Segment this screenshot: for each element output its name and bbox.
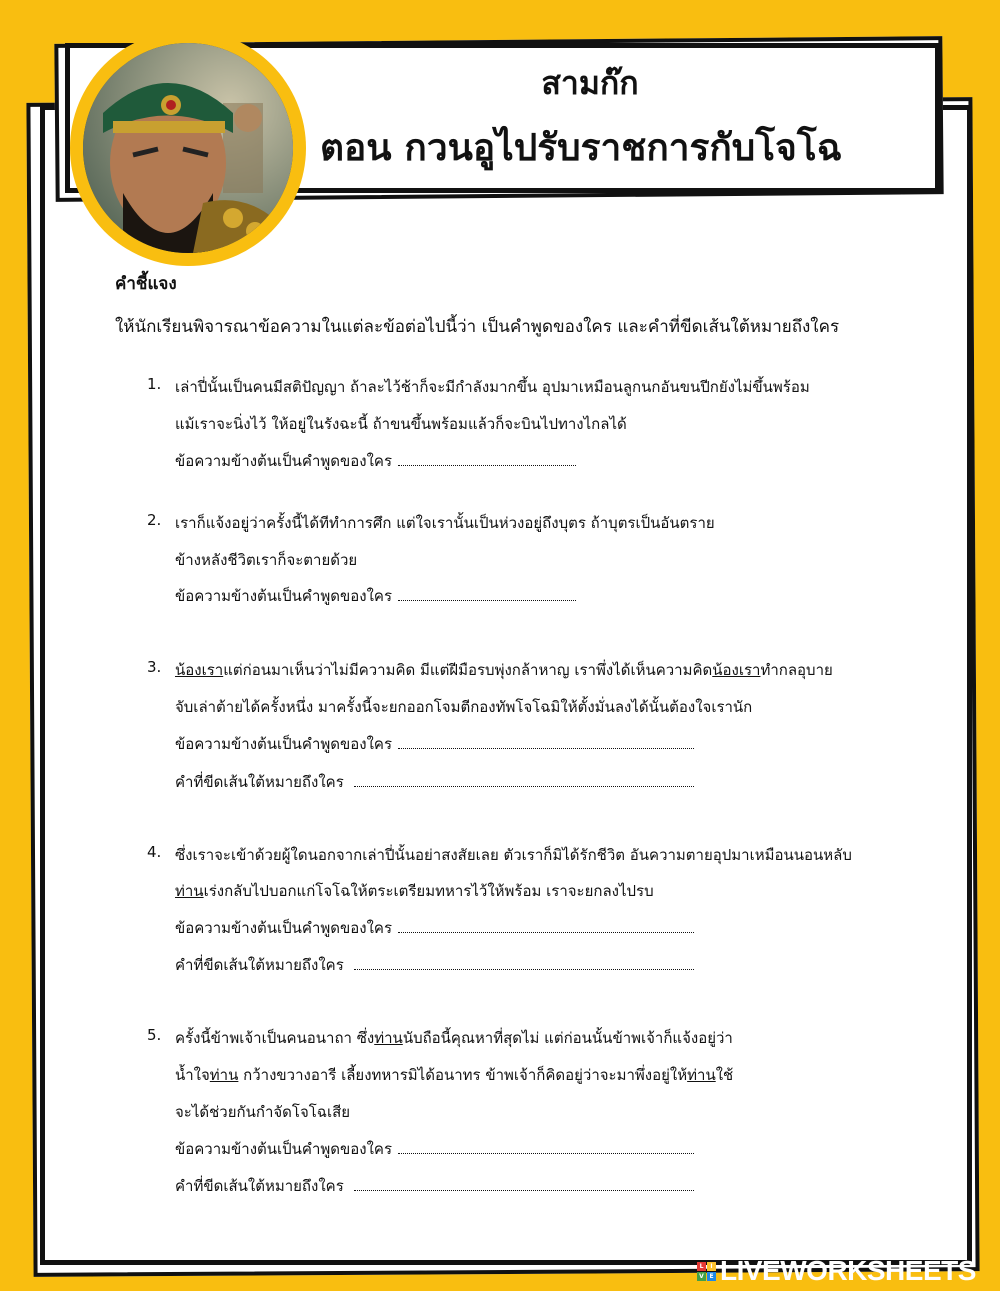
question-2-speaker-answer[interactable] — [398, 586, 576, 601]
question-3-line-2: จับเล่าต้ายได้ครั้งหนึ่ง มาครั้งนี้จะยกออกโจมตีกองทัพโจโฉมิให้ตั้งมั่นลงได้นั้นต้องใจเรานัก — [175, 698, 753, 716]
question-4-speaker-row — [175, 916, 694, 940]
question-5-text-b: นับถือนี้คุณหาที่สุดไม่ แต่ก่อนนั้นข้าพเจ้าก็แจ้งอยู่ว่า — [402, 1029, 733, 1047]
instructions-text: ให้นักเรียนพิจารณาข้อความในแต่ละข้อต่อไปนี้ว่า เป็นคำพูดของใคร และคำที่ขีดเส้นใต้หมายถึงใคร — [115, 317, 840, 337]
question-5-text-a: ครั้งนี้ข้าพเจ้าเป็นคนอนาถา ซึ่ง — [175, 1029, 375, 1047]
underlined-word: ท่าน — [209, 1066, 239, 1084]
question-1-line-1: เล่าปี่นั้นเป็นคนมีสติปัญญา ถ้าละไว้ช้าก็จะมีกำลังมากขึ้น อุปมาเหมือนลูกนกอันขนปีกยังไม่ขึ้นพร้อม — [175, 378, 810, 396]
question-4-line-1: ซึ่งเราจะเข้าด้วยผู้ใดนอกจากเล่าปี่นั้นอย่าสงสัยเลย ตัวเราก็มิได้รักชีวิต อันความตายอุปมาเหมือนนอนหลับ — [175, 846, 852, 864]
question-5-underlined-row — [175, 1174, 694, 1198]
liveworksheets-logo — [697, 1257, 976, 1285]
speaker-prompt: ข้อความข้างต้นเป็นคำพูดของใคร — [175, 735, 393, 753]
question-4-speaker-answer[interactable] — [398, 918, 694, 933]
question-3-underlined-row — [175, 770, 694, 794]
underlined-prompt: คำที่ขีดเส้นใต้หมายถึงใคร — [175, 1177, 344, 1195]
logo-text: LIVEWORKSHEETS — [720, 1255, 976, 1286]
underlined-word: ท่าน — [374, 1029, 403, 1047]
underlined-word: น้องเรา — [712, 661, 761, 679]
question-2-line-2: ข้างหลังชีวิตเราก็จะตายด้วย — [175, 551, 358, 569]
logo-block-e: E — [707, 1272, 716, 1281]
question-4-number: 4. — [147, 843, 162, 861]
question-5-text-c: น้ำใจ — [175, 1066, 210, 1084]
underlined-prompt: คำที่ขีดเส้นใต้หมายถึงใคร — [175, 773, 344, 791]
question-3-speaker-answer[interactable] — [398, 734, 694, 749]
question-5-line-2 — [175, 1063, 733, 1087]
question-4-underlined-answer[interactable] — [354, 955, 694, 970]
question-3-text-a: แต่ก่อนมาเห็นว่าไม่มีความคิด มีแต่ฝีมือรบพุ่งกล้าหาญ เราพึ่งได้เห็นความคิด — [223, 661, 713, 679]
question-1-line-2: แม้เราจะนิ่งไว้ ให้อยู่ในรังฉะนี้ ถ้าขนขึ้นพร้อมแล้วก็จะบินไปทางไกลได้ — [175, 415, 627, 433]
worksheet-sheet — [40, 105, 972, 1265]
question-5-text-e: ใช้ — [715, 1066, 734, 1084]
question-1-speaker-answer[interactable] — [398, 451, 576, 466]
question-3-line-1 — [175, 658, 833, 682]
question-2-number: 2. — [147, 511, 162, 529]
logo-block-l: L — [697, 1262, 706, 1271]
logo-block-v: V — [697, 1272, 706, 1281]
title-line-2: ตอน กวนอูไปรับราชการกับโจโฉ — [320, 126, 842, 169]
question-5-line-3: จะได้ช่วยกันกำจัดโจโฉเสีย — [175, 1103, 351, 1121]
question-1-speaker-row — [175, 449, 576, 473]
question-5-speaker-answer[interactable] — [398, 1139, 694, 1154]
question-4-text: เร่งกลับไปบอกแก่โจโฉให้ตระเตรียมทหารไว้ให้พร้อม เราจะยกลงไปรบ — [203, 882, 654, 900]
underlined-word: ท่าน — [175, 882, 204, 900]
speaker-prompt: ข้อความข้างต้นเป็นคำพูดของใคร — [175, 1140, 393, 1158]
speaker-prompt: ข้อความข้างต้นเป็นคำพูดของใคร — [175, 587, 393, 605]
question-5-speaker-row — [175, 1137, 694, 1161]
portrait-badge — [70, 30, 306, 266]
question-1-number: 1. — [147, 375, 162, 393]
underlined-prompt: คำที่ขีดเส้นใต้หมายถึงใคร — [175, 956, 344, 974]
question-3-underlined-answer[interactable] — [354, 772, 694, 787]
question-5-underlined-answer[interactable] — [354, 1176, 694, 1191]
question-3-speaker-row — [175, 732, 694, 756]
question-3-text-b: ทำกลอุบาย — [760, 661, 833, 679]
logo-blocks-icon — [697, 1262, 716, 1281]
underlined-word: น้องเรา — [175, 661, 224, 679]
question-5-text-d: กว้างขวางอารี เลี้ยงทหารมิได้อนาทร ข้าพเจ้าก็คิดอยู่ว่าจะมาพึ่งอยู่ให้ — [243, 1066, 688, 1084]
title-line-1: สามก๊ก — [541, 64, 639, 102]
question-5-number: 5. — [147, 1026, 162, 1044]
question-2-speaker-row — [175, 584, 576, 608]
logo-block-i: I — [707, 1262, 716, 1271]
underlined-word: ท่าน — [687, 1066, 716, 1084]
question-5-line-1 — [175, 1026, 733, 1050]
question-4-line-2 — [175, 879, 654, 903]
speaker-prompt: ข้อความข้างต้นเป็นคำพูดของใคร — [175, 452, 393, 470]
question-2-line-1: เราก็แจ้งอยู่ว่าครั้งนี้ได้ทีทำการศึก แต่ใจเรานั้นเป็นห่วงอยู่ถึงบุตร ถ้าบุตรเป็นอันตราย — [175, 514, 715, 532]
question-3-number: 3. — [147, 658, 162, 676]
speaker-prompt: ข้อความข้างต้นเป็นคำพูดของใคร — [175, 919, 393, 937]
instructions-heading: คำชี้แจง — [115, 274, 177, 294]
question-4-underlined-row — [175, 953, 694, 977]
guan-yu-portrait-image — [83, 43, 293, 253]
